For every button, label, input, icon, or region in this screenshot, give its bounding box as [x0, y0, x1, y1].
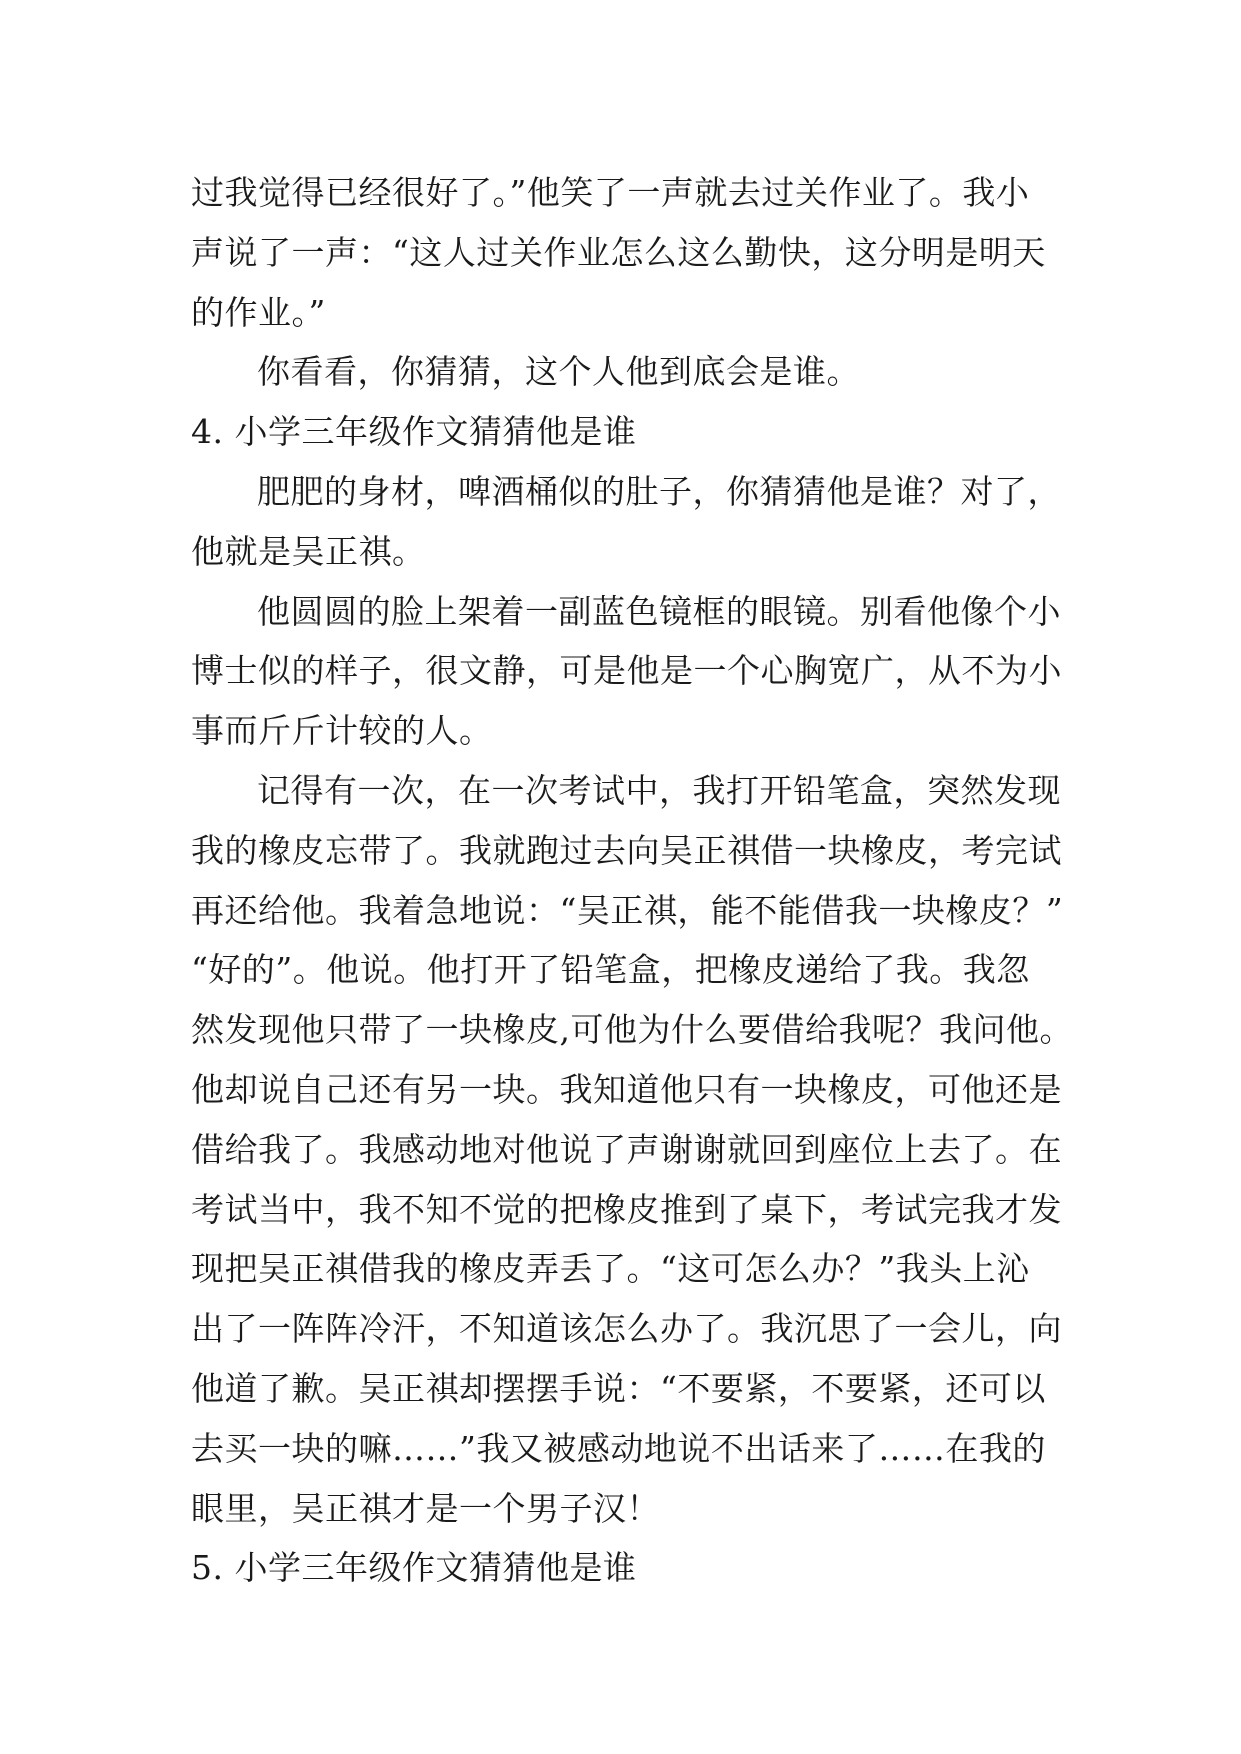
document-page	[191, 163, 1073, 1598]
text-line: 去买一块的嘛……”我又被感动地说不出话来了……在我的	[191, 1428, 1046, 1468]
text-line: 他却说自己还有另一块。我知道他只有一块橡皮，可他还是	[191, 1069, 1062, 1109]
text-line: 他道了歉。吴正祺却摆摆手说：“不要紧，不要紧，还可以	[191, 1368, 1046, 1408]
text-line: 事而斤斤计较的人。	[191, 711, 493, 751]
text-line: 博士似的样子，很文静，可是他是一个心胸宽广，从不为小	[191, 651, 1062, 691]
section-heading: 5. 小学三年级作文猜猜他是谁	[191, 1548, 637, 1588]
text-line: “好的”。他说。他打开了铅笔盒，把橡皮递给了我。我忽	[191, 950, 1030, 990]
text-line: 再还给他。我着急地说：“吴正祺，能不能借我一块橡皮？”	[191, 890, 1064, 930]
text-line: 眼里，吴正祺才是一个男子汉！	[191, 1488, 660, 1528]
section-heading: 4. 小学三年级作文猜猜他是谁	[191, 412, 637, 452]
text-line: 考试当中，我不知不觉的把橡皮推到了桌下，考试完我才发	[191, 1189, 1062, 1229]
paragraph-start: 肥肥的身材，啤酒桶似的肚子，你猜猜他是谁？对了，	[257, 471, 1061, 511]
text-line: 我的橡皮忘带了。我就跑过去向吴正祺借一块橡皮，考完试	[191, 830, 1062, 870]
text-line: 声说了一声：“这人过关作业怎么这么勤快，这分明是明天	[191, 232, 1046, 272]
text-line: 现把吴正祺借我的橡皮弄丢了。“这可怎么办？”我头上沁	[191, 1249, 1030, 1289]
text-line: 出了一阵阵冷汗，不知道该怎么办了。我沉思了一会儿，向	[191, 1309, 1062, 1349]
paragraph-start: 记得有一次，在一次考试中，我打开铅笔盒，突然发现	[257, 770, 1061, 810]
text-line: 他就是吴正祺。	[191, 531, 426, 571]
text-line: 的作业。”	[191, 292, 326, 332]
text-line: 然发现他只带了一块橡皮,可他为什么要借给我呢？我问他。	[191, 1010, 1073, 1050]
paragraph-start: 他圆圆的脸上架着一副蓝色镜框的眼镜。别看他像个小	[257, 591, 1061, 631]
text-line: 借给我了。我感动地对他说了声谢谢就回到座位上去了。在	[191, 1129, 1062, 1169]
paragraph-start: 你看看，你猜猜，这个人他到底会是谁。	[257, 352, 860, 392]
text-line: 过我觉得已经很好了。”他笑了一声就去过关作业了。我小	[191, 173, 1030, 212]
